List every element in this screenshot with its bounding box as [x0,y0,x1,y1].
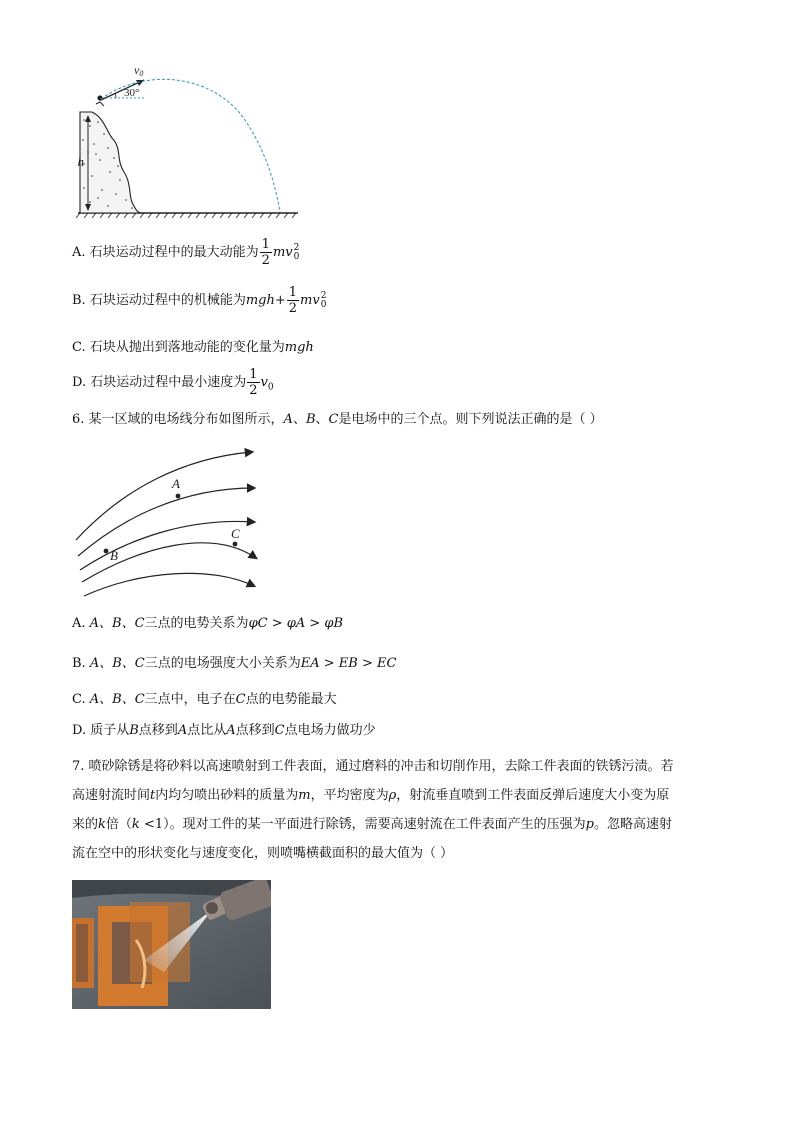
field-strength-relation: EA > EB > EC [300,656,397,671]
label-c: C [231,526,240,541]
q6-option-a: A. A、B、C三点的电势关系为φC > φA > φB [72,616,344,631]
label-a: A [172,476,180,491]
height-label: h [77,154,84,169]
electric-field-figure [72,440,272,600]
field-line-4 [82,543,256,582]
q5-option-c: C. 石块从抛出到落地动能的变化量为mgh [72,340,314,355]
cliff-shape [77,112,142,213]
q7-line-4: 流在空中的形状变化与速度变化，则喷嘴横截面积的最大值为（ ） [72,846,454,861]
q6-stem: 6. 某一区域的电场线分布如图所示，A、B、C是电场中的三个点。则下列说法正确的是（ ） [72,412,603,427]
q6-option-d: D. 质子从B点移到A点比从A点移到C点电场力做功少 [72,723,376,738]
q7-line-2: 高速射流时间t内均匀喷出砂料的质量为m，平均密度为ρ，射流垂直喷到工件表面反弹后速度大小变为原 [72,788,670,803]
point-b [104,549,109,554]
sandblasting-photo [72,880,271,1009]
q7-line-3: 来的k倍（k <1）。现对工件的某一平面进行除锈，需要高速射流在工件表面产生的压强为p。忽略高速射 [72,817,672,832]
point-a [176,494,181,499]
velocity-label: v0 [134,63,144,78]
q5-option-a: A. 石块运动过程中的最大动能为 $\frac{1}{2}$ mv 2 0 [72,237,300,268]
q6-option-b: B. A、B、C三点的电场强度大小关系为EA > EB > EC [72,656,397,671]
projectile-figure [70,60,310,220]
q7-stem [72,752,722,868]
q6-option-c: C. A、B、C三点中，电子在C点的电势能最大 [72,692,337,707]
potential-relation: φC > φA > φB [248,616,344,631]
field-line-5 [84,573,254,596]
angle-label: 30° [124,87,140,99]
point-c [233,542,238,547]
field-line-1 [76,452,252,540]
q5-option-d: D. 石块运动过程中最小速度为 $\frac{1}{2}$ $v_0$ [72,367,274,398]
q7-line-1: 7. 喷砂除锈是将砂料以高速喷射到工件表面，通过磨料的冲击和切削作用，去除工件表面的铁锈污渍。若 [72,759,674,774]
label-b: B [110,548,118,563]
q5-option-b: B. 石块运动过程中的机械能为mgh+ $\frac{1}{2}$ mv 2 0 [72,285,327,316]
